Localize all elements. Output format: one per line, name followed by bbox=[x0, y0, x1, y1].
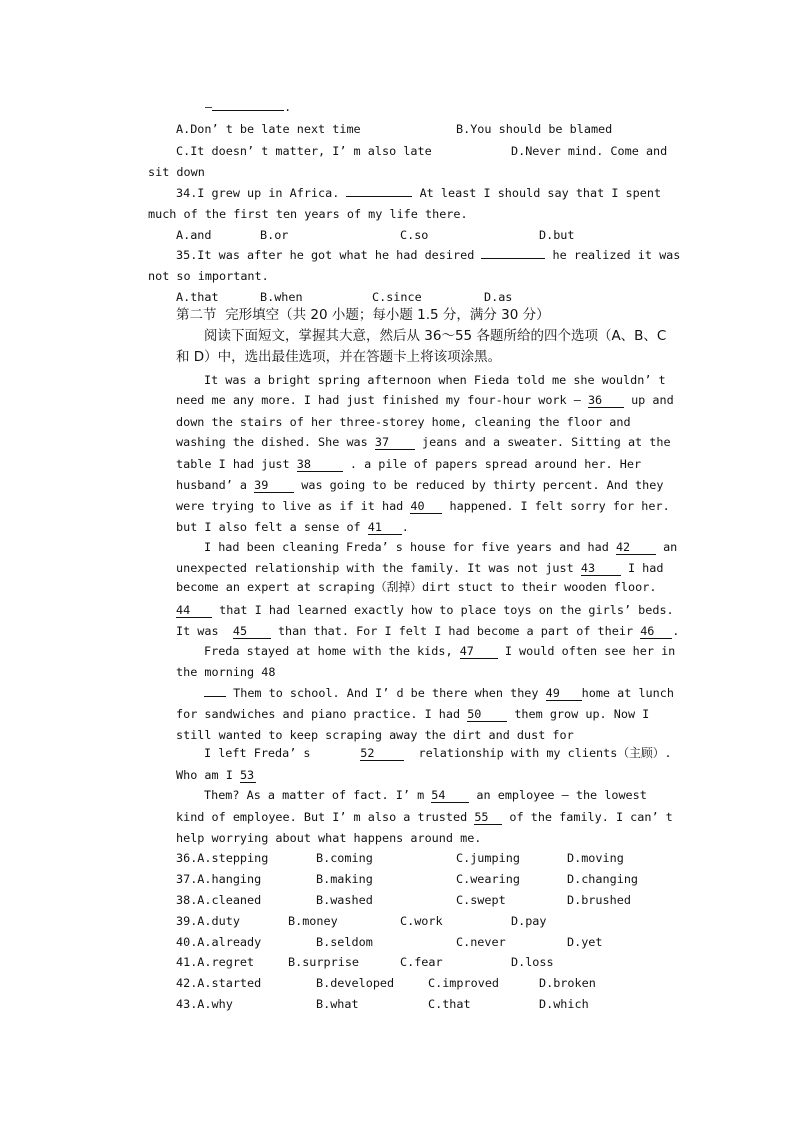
section-instruction: 阅读下面短文，掌握其大意，然后从 36～55 各题所给的四个选项（A、B、C bbox=[204, 328, 667, 344]
answer-blank[interactable] bbox=[346, 196, 412, 197]
passage-line: for sandwiches and piano practice. I had 50 them grow up. Now I bbox=[176, 707, 650, 721]
blank-55[interactable]: 55 bbox=[474, 811, 502, 825]
option-c[interactable]: C.wearing bbox=[456, 872, 520, 886]
passage-line: down the stairs of her three-storey home, cleaning the floor and bbox=[176, 415, 631, 429]
option-b[interactable]: B.making bbox=[316, 872, 373, 886]
passage-line: husband’ a 39 was going to be reduced by thirty percent. And they bbox=[176, 478, 664, 492]
option-d[interactable]: D.loss bbox=[511, 955, 554, 969]
q33-answer-line: — . bbox=[205, 100, 292, 114]
blank-41[interactable]: 41 bbox=[368, 521, 402, 535]
option-a[interactable]: 36.A.stepping bbox=[176, 851, 269, 865]
blank-45[interactable]: 45 bbox=[233, 625, 271, 639]
passage-line: the morning 48 bbox=[176, 665, 276, 679]
option-c[interactable]: C.It doesn’ t matter, I’ m also late bbox=[176, 144, 432, 158]
passage-line: Them to school. And I’ d be there when they 49 home at lunch bbox=[204, 686, 674, 701]
answer-blank[interactable] bbox=[481, 258, 545, 259]
option-c[interactable]: C.jumping bbox=[456, 851, 520, 865]
option-b[interactable]: B.surprise bbox=[288, 955, 360, 969]
passage-line: table I had just 38 . a pile of papers spread around her. Her bbox=[176, 457, 642, 471]
option-a[interactable]: 43.A.why bbox=[176, 997, 233, 1011]
passage-line: Them? As a matter of fact. I’ m 54 an employee — the lowest bbox=[204, 788, 647, 802]
option-b[interactable]: B.coming bbox=[316, 851, 373, 865]
option-b[interactable]: B.washed bbox=[316, 893, 373, 907]
option-b[interactable]: B.developed bbox=[316, 976, 395, 990]
blank-50[interactable]: 50 bbox=[467, 708, 507, 722]
option-d[interactable]: D.Never mind. Come and bbox=[511, 144, 668, 158]
blank-39[interactable]: 39 bbox=[254, 479, 294, 493]
passage-line: washing the dished. She was 37 jeans and a sweater. Sitting at the bbox=[176, 435, 671, 449]
blank-49[interactable]: 49 bbox=[546, 687, 582, 701]
option-a[interactable]: 40.A.already bbox=[176, 935, 262, 949]
passage-line: I had been cleaning Freda’ s house for five years and had 42 an bbox=[204, 540, 678, 554]
blank-48[interactable] bbox=[204, 696, 226, 697]
passage-line: kind of employee. But I’ m also a trusted 55 of the family. I can’ t bbox=[176, 810, 673, 824]
passage-line: Who am I 53 bbox=[176, 768, 255, 782]
blank-48-number: 48 bbox=[261, 665, 276, 679]
passage-line: It was 45 than that. For I felt I had become a part of their 46 . bbox=[176, 624, 680, 638]
option-d[interactable]: D.pay bbox=[511, 914, 547, 928]
option-b[interactable]: B.seldom bbox=[316, 935, 373, 949]
option-b[interactable]: B.what bbox=[316, 997, 359, 1011]
blank-43[interactable]: 43 bbox=[581, 562, 621, 576]
blank-42[interactable]: 42 bbox=[616, 541, 656, 555]
option-a[interactable]: 37.A.hanging bbox=[176, 872, 262, 886]
blank-52[interactable]: 52 bbox=[360, 747, 404, 761]
option-d[interactable]: D.as bbox=[484, 290, 513, 304]
option-d[interactable]: D.yet bbox=[567, 935, 603, 949]
option-d-continued: sit down bbox=[148, 165, 205, 179]
blank-53[interactable]: 53 bbox=[239, 768, 255, 782]
option-a[interactable]: 39.A.duty bbox=[176, 914, 240, 928]
option-a[interactable]: 41.A.regret bbox=[176, 955, 255, 969]
blank-46[interactable]: 46 bbox=[640, 625, 672, 639]
option-c[interactable]: C.since bbox=[372, 290, 422, 304]
question-34-line2: much of the first ten years of my life there. bbox=[148, 207, 468, 221]
option-c[interactable]: C.so bbox=[400, 228, 429, 242]
passage-line: I left Freda’ s 52 relationship with my clients（主顾）. bbox=[204, 746, 672, 760]
option-a[interactable]: A.Don’ t be late next time bbox=[176, 122, 361, 136]
option-d[interactable]: D.which bbox=[539, 997, 589, 1011]
option-d[interactable]: D.broken bbox=[539, 976, 596, 990]
option-c[interactable]: C.work bbox=[400, 914, 443, 928]
blank-40[interactable]: 40 bbox=[410, 500, 442, 514]
passage-line: still wanted to keep scraping away the dirt and dust for bbox=[176, 728, 574, 742]
passage-line: but I also felt a sense of 41 . bbox=[176, 520, 409, 534]
option-c[interactable]: C.improved bbox=[428, 976, 500, 990]
option-a[interactable]: 42.A.started bbox=[176, 976, 262, 990]
passage-line: 44 that I had learned exactly how to place toys on the girls’ beds. bbox=[176, 603, 674, 617]
blank-47[interactable]: 47 bbox=[460, 645, 498, 659]
option-d[interactable]: D.brushed bbox=[567, 893, 631, 907]
passage-line: help worrying about what happens around me. bbox=[176, 831, 482, 845]
option-a[interactable]: A.that bbox=[176, 290, 219, 304]
blank-54[interactable]: 54 bbox=[431, 789, 469, 803]
option-c[interactable]: C.that bbox=[428, 997, 471, 1011]
passage-line: It was a bright spring afternoon when Fieda told me she wouldn’ t bbox=[204, 373, 666, 387]
option-b[interactable]: B.You should be blamed bbox=[456, 122, 613, 136]
section-title: 第二节 完形填空（共 20 小题；每小题 1.5 分，满分 30 分） bbox=[176, 307, 550, 323]
option-d[interactable]: D.moving bbox=[567, 851, 624, 865]
option-c[interactable]: C.never bbox=[456, 935, 506, 949]
option-a[interactable]: 38.A.cleaned bbox=[176, 893, 262, 907]
answer-blank[interactable] bbox=[212, 110, 284, 111]
blank-38[interactable]: 38 bbox=[297, 458, 343, 472]
question-34: 34.I grew up in Africa. At least I should say that I spent bbox=[176, 186, 662, 200]
option-b[interactable]: B.or bbox=[260, 228, 289, 242]
option-c[interactable]: C.fear bbox=[400, 955, 443, 969]
option-d[interactable]: D.changing bbox=[567, 872, 639, 886]
option-b[interactable]: B.when bbox=[260, 290, 303, 304]
passage-line: were trying to live as if it had 40 happened. I felt sorry for her. bbox=[176, 499, 670, 513]
passage-line: unexpected relationship with the family. It was not just 43 I had bbox=[176, 561, 664, 575]
passage-line: need me any more. I had just finished my four-hour work — 36 up and bbox=[176, 393, 674, 407]
option-d[interactable]: D.but bbox=[539, 228, 575, 242]
option-a[interactable]: A.and bbox=[176, 228, 212, 242]
blank-44[interactable]: 44 bbox=[176, 604, 212, 618]
blank-36[interactable]: 36 bbox=[588, 394, 624, 408]
passage-line: Freda stayed at home with the kids, 47 I would often see her in bbox=[204, 644, 676, 658]
question-35-line2: not so important. bbox=[148, 269, 269, 283]
option-b[interactable]: B.money bbox=[288, 914, 338, 928]
question-35: 35.It was after he got what he had desired he realized it was bbox=[176, 248, 681, 262]
option-c[interactable]: C.swept bbox=[456, 893, 506, 907]
passage-line: become an expert at scraping（刮掉）dirt stuct to their wooden floor. bbox=[176, 580, 657, 594]
blank-37[interactable]: 37 bbox=[375, 436, 415, 450]
section-instruction-cont: 和 D）中，选出最佳选项，并在答题卡上将该项涂黑。 bbox=[176, 349, 502, 365]
